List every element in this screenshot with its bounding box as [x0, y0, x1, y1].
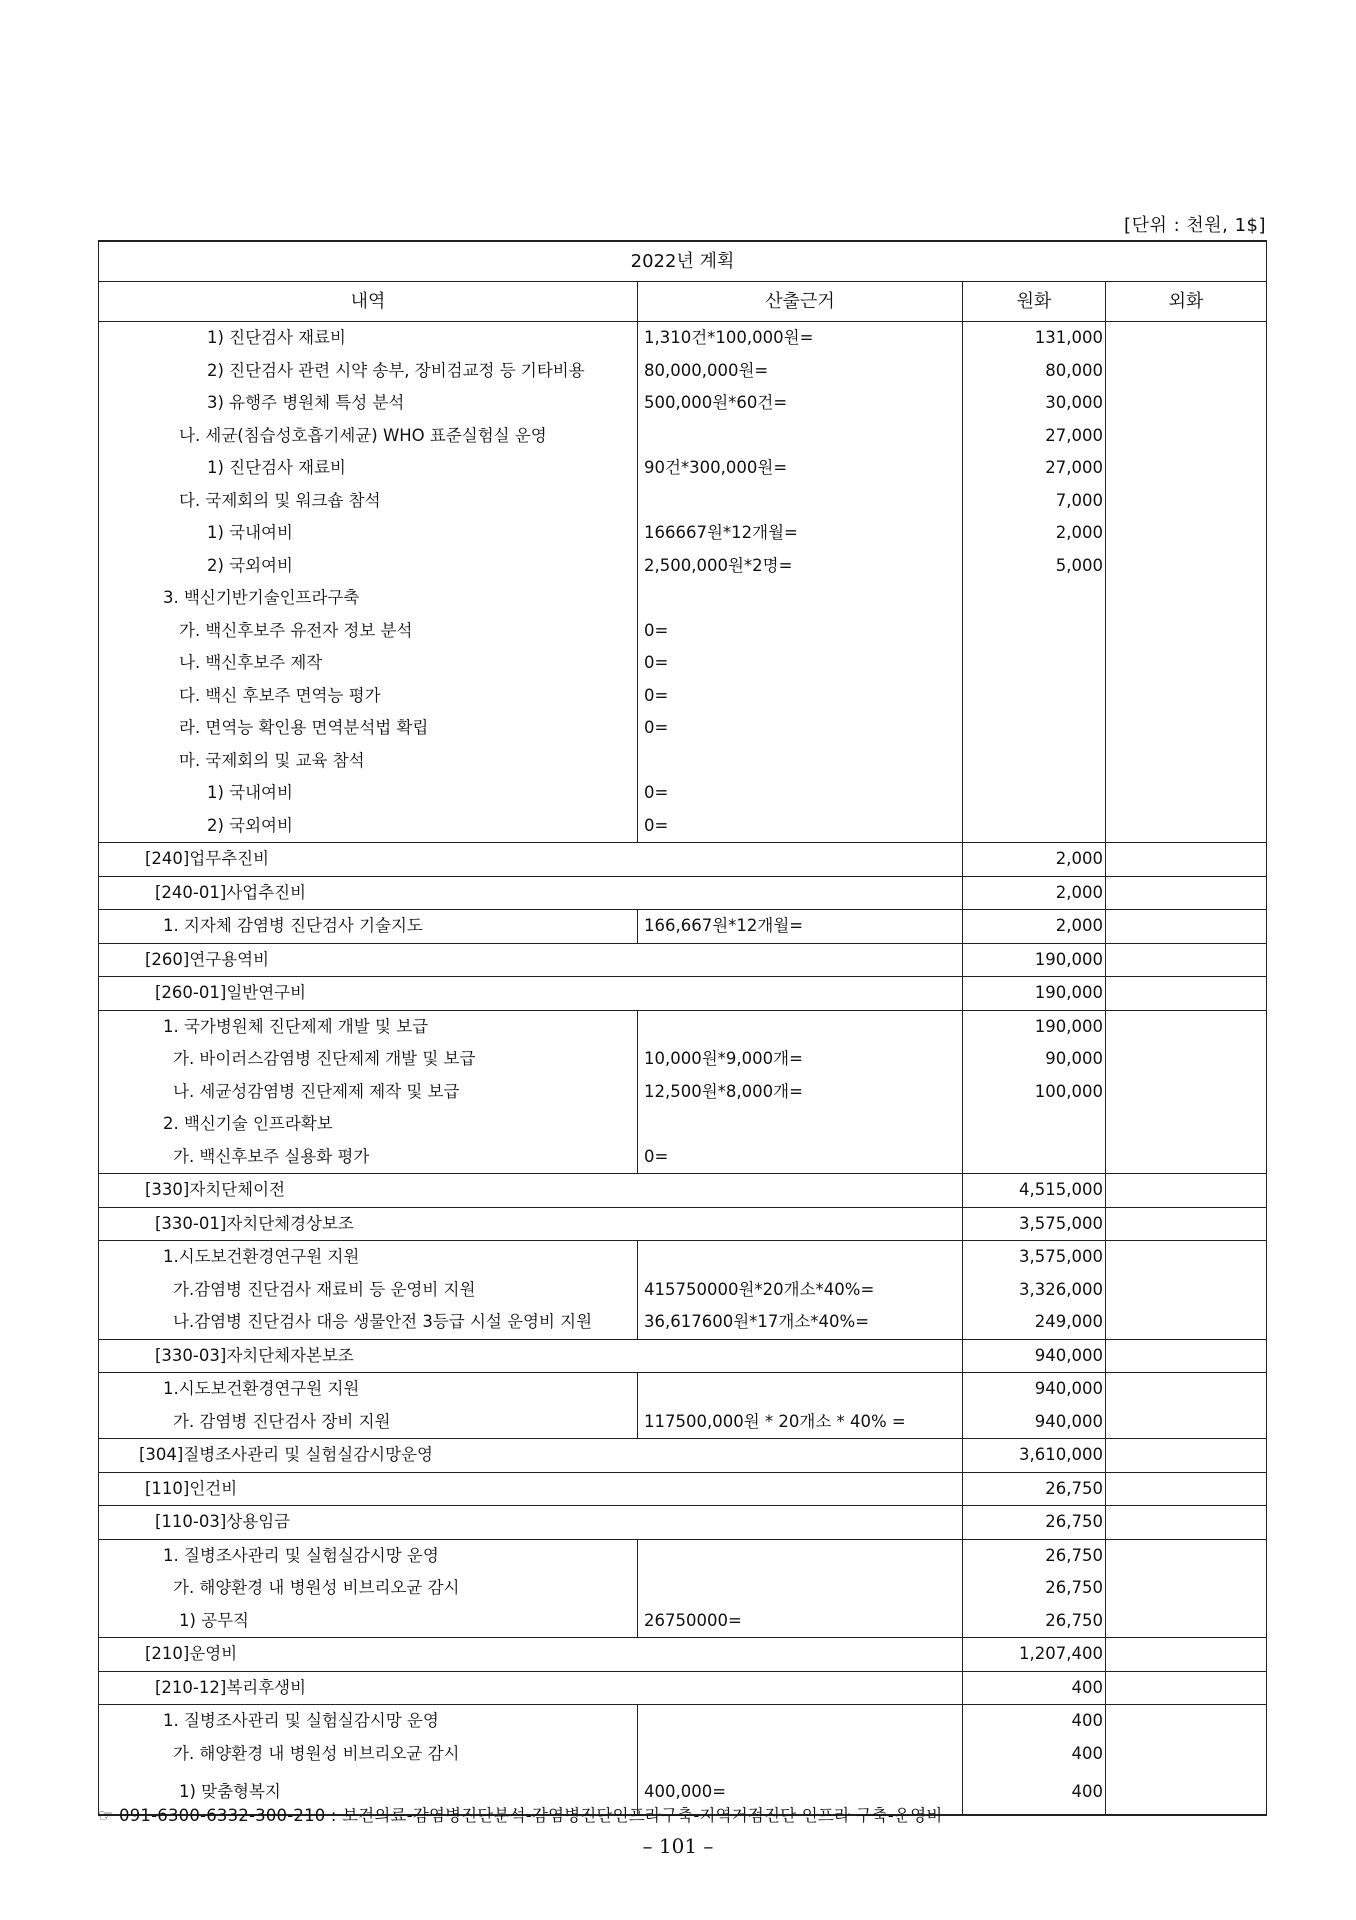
- row-krw: 400: [963, 1705, 1106, 1738]
- row-basis: [638, 420, 963, 453]
- row-krw: [963, 647, 1106, 680]
- row-krw: 3,575,000: [963, 1241, 1106, 1274]
- row-item: 1) 공무직: [99, 1605, 638, 1638]
- row-item: [240]업무추진비: [99, 843, 963, 877]
- row-krw: 2,000: [963, 910, 1106, 944]
- table-row: [99, 1010, 1267, 1043]
- row-basis: 500,000원*60건=: [638, 387, 963, 420]
- row-foreign: [1106, 712, 1267, 745]
- row-foreign: [1106, 1207, 1267, 1241]
- row-item: 1. 질병조사관리 및 실험실감시망 운영: [99, 1705, 638, 1738]
- table-row: [99, 582, 1267, 615]
- row-item: 3. 백신기반기술인프라구축: [99, 582, 638, 615]
- row-item: 1) 맞춤형복지: [99, 1770, 638, 1815]
- row-foreign: [1106, 550, 1267, 583]
- table-row: [99, 1306, 1267, 1339]
- row-item: 1) 진단검사 재료비: [99, 322, 638, 355]
- row-basis: 166,667원*12개월=: [638, 910, 963, 944]
- table-row: [99, 1705, 1267, 1738]
- column-header-row: [99, 282, 1267, 322]
- table-row: [99, 550, 1267, 583]
- row-item: 3) 유행주 병원체 특성 분석: [99, 387, 638, 420]
- row-foreign: [1106, 1506, 1267, 1540]
- row-basis: 0=: [638, 1141, 963, 1174]
- table-row: [99, 810, 1267, 843]
- row-krw: 26,750: [963, 1506, 1106, 1540]
- row-foreign: [1106, 843, 1267, 877]
- row-basis: [638, 1010, 963, 1043]
- row-basis: [638, 1572, 963, 1605]
- row-foreign: [1106, 745, 1267, 778]
- table-row: [99, 647, 1267, 680]
- row-item: 2. 백신기술 인프라확보: [99, 1108, 638, 1141]
- row-krw: 3,326,000: [963, 1274, 1106, 1307]
- col-header-item: 내역: [99, 282, 638, 322]
- row-foreign: [1106, 977, 1267, 1011]
- table-row: [99, 615, 1267, 648]
- row-krw: 249,000: [963, 1306, 1106, 1339]
- row-foreign: [1106, 1108, 1267, 1141]
- row-foreign: [1106, 647, 1267, 680]
- row-foreign: [1106, 1076, 1267, 1109]
- unit-note: [단위 : 천원, 1$]: [1124, 215, 1266, 236]
- row-item: 가. 해양환경 내 병원성 비브리오균 감시: [99, 1572, 638, 1605]
- row-foreign: [1106, 387, 1267, 420]
- row-foreign: [1106, 1306, 1267, 1339]
- row-item: [260-01]일반연구비: [99, 977, 963, 1011]
- row-basis: 1,310건*100,000원=: [638, 322, 963, 355]
- table-row: [99, 1605, 1267, 1638]
- row-item: 가. 백신후보주 실용화 평가: [99, 1141, 638, 1174]
- row-basis: 10,000원*9,000개=: [638, 1043, 963, 1076]
- row-krw: 400: [963, 1770, 1106, 1815]
- row-krw: 30,000: [963, 387, 1106, 420]
- table-row: [99, 1439, 1267, 1473]
- table-row: [99, 680, 1267, 713]
- row-item: 나. 백신후보주 제작: [99, 647, 638, 680]
- row-basis: 166667원*12개월=: [638, 517, 963, 550]
- row-item: 가. 해양환경 내 병원성 비브리오균 감시: [99, 1738, 638, 1771]
- row-basis: [638, 485, 963, 518]
- row-krw: [963, 1141, 1106, 1174]
- row-krw: 90,000: [963, 1043, 1106, 1076]
- row-basis: 117500,000원 * 20개소 * 40% =: [638, 1406, 963, 1439]
- plan-title-row: [99, 241, 1267, 282]
- row-basis: 415750000원*20개소*40%=: [638, 1274, 963, 1307]
- row-krw: 80,000: [963, 355, 1106, 388]
- row-item: 다. 국제회의 및 워크숍 참석: [99, 485, 638, 518]
- row-foreign: [1106, 810, 1267, 843]
- row-foreign: [1106, 943, 1267, 977]
- row-krw: 27,000: [963, 452, 1106, 485]
- table-row: [99, 420, 1267, 453]
- row-krw: 26,750: [963, 1472, 1106, 1506]
- row-basis: [638, 745, 963, 778]
- row-krw: [963, 615, 1106, 648]
- row-foreign: [1106, 485, 1267, 518]
- table-row: [99, 1108, 1267, 1141]
- table-row: [99, 322, 1267, 355]
- row-item: 가. 감염병 진단검사 장비 지원: [99, 1406, 638, 1439]
- table-row: [99, 485, 1267, 518]
- row-foreign: [1106, 582, 1267, 615]
- table-row: [99, 745, 1267, 778]
- row-krw: [963, 582, 1106, 615]
- row-basis: 2,500,000원*2명=: [638, 550, 963, 583]
- row-basis: 0=: [638, 615, 963, 648]
- budget-table: [98, 240, 1267, 1816]
- row-krw: 190,000: [963, 943, 1106, 977]
- row-foreign: [1106, 1010, 1267, 1043]
- table-row: [99, 387, 1267, 420]
- row-krw: 131,000: [963, 322, 1106, 355]
- row-foreign: [1106, 680, 1267, 713]
- table-row: [99, 1241, 1267, 1274]
- row-krw: 3,575,000: [963, 1207, 1106, 1241]
- row-foreign: [1106, 1373, 1267, 1406]
- table-row: [99, 1406, 1267, 1439]
- row-item: 가.감염병 진단검사 재료비 등 운영비 지원: [99, 1274, 638, 1307]
- row-krw: [963, 680, 1106, 713]
- row-item: 1. 지자체 감염병 진단검사 기술지도: [99, 910, 638, 944]
- row-foreign: [1106, 1174, 1267, 1208]
- row-krw: [963, 777, 1106, 810]
- row-foreign: [1106, 1638, 1267, 1672]
- row-foreign: [1106, 910, 1267, 944]
- row-item: 1. 질병조사관리 및 실험실감시망 운영: [99, 1539, 638, 1572]
- col-header-foreign: 외화: [1106, 282, 1267, 322]
- row-foreign: [1106, 1705, 1267, 1738]
- row-item: 1.시도보건환경연구원 지원: [99, 1241, 638, 1274]
- table-row: [99, 1207, 1267, 1241]
- row-basis: [638, 1108, 963, 1141]
- row-basis: 26750000=: [638, 1605, 963, 1638]
- row-krw: 190,000: [963, 1010, 1106, 1043]
- row-item: 다. 백신 후보주 면역능 평가: [99, 680, 638, 713]
- row-foreign: [1106, 1671, 1267, 1705]
- row-basis: 0=: [638, 647, 963, 680]
- row-krw: 2,000: [963, 843, 1106, 877]
- table-row: [99, 1373, 1267, 1406]
- table-row: [99, 1076, 1267, 1109]
- plan-title: 2022년 계획: [99, 241, 1267, 282]
- table-row: [99, 1174, 1267, 1208]
- row-krw: 400: [963, 1738, 1106, 1771]
- table-row: [99, 910, 1267, 944]
- row-basis: 90건*300,000원=: [638, 452, 963, 485]
- row-foreign: [1106, 355, 1267, 388]
- row-basis: [638, 1539, 963, 1572]
- col-header-basis: 산출근거: [638, 282, 963, 322]
- row-item: 1. 국가병원체 진단제제 개발 및 보급: [99, 1010, 638, 1043]
- row-krw: 26,750: [963, 1572, 1106, 1605]
- row-krw: 1,207,400: [963, 1638, 1106, 1672]
- row-item: 가. 백신후보주 유전자 정보 분석: [99, 615, 638, 648]
- row-krw: 940,000: [963, 1373, 1106, 1406]
- row-basis: 0=: [638, 810, 963, 843]
- table-row: [99, 843, 1267, 877]
- row-item: 마. 국제회의 및 교육 참석: [99, 745, 638, 778]
- row-krw: 2,000: [963, 876, 1106, 910]
- row-item: [260]연구용역비: [99, 943, 963, 977]
- row-foreign: [1106, 1406, 1267, 1439]
- table-row: [99, 517, 1267, 550]
- row-basis: 0=: [638, 680, 963, 713]
- row-basis: 400,000=: [638, 1770, 963, 1815]
- table-row: [99, 1572, 1267, 1605]
- table-row: [99, 1738, 1267, 1771]
- table-row: [99, 1339, 1267, 1373]
- row-foreign: [1106, 876, 1267, 910]
- table-row: [99, 355, 1267, 388]
- row-foreign: [1106, 1770, 1267, 1815]
- row-foreign: [1106, 322, 1267, 355]
- row-item: [210]운영비: [99, 1638, 963, 1672]
- table-row: [99, 1638, 1267, 1672]
- row-item: [304]질병조사관리 및 실험실감시망운영: [99, 1439, 963, 1473]
- row-krw: [963, 1108, 1106, 1141]
- row-krw: 27,000: [963, 420, 1106, 453]
- row-item: 나. 세균(침습성호흡기세균) WHO 표준실험실 운영: [99, 420, 638, 453]
- row-item: 나.감염병 진단검사 대응 생물안전 3등급 시설 운영비 지원: [99, 1306, 638, 1339]
- row-basis: 0=: [638, 777, 963, 810]
- table-row: [99, 977, 1267, 1011]
- row-foreign: [1106, 517, 1267, 550]
- row-foreign: [1106, 1274, 1267, 1307]
- row-basis: 12,500원*8,000개=: [638, 1076, 963, 1109]
- table-row: [99, 1141, 1267, 1174]
- row-item: 1) 국내여비: [99, 517, 638, 550]
- row-basis: 36,617600원*17개소*40%=: [638, 1306, 963, 1339]
- row-item: [110]인건비: [99, 1472, 963, 1506]
- row-krw: [963, 810, 1106, 843]
- row-item: [330-01]자치단체경상보조: [99, 1207, 963, 1241]
- row-foreign: [1106, 1043, 1267, 1076]
- row-item: 1) 국내여비: [99, 777, 638, 810]
- row-krw: [963, 745, 1106, 778]
- col-header-krw: 원화: [963, 282, 1106, 322]
- table-row: [99, 1671, 1267, 1705]
- row-krw: 100,000: [963, 1076, 1106, 1109]
- row-item: 2) 국외여비: [99, 810, 638, 843]
- row-basis: 0=: [638, 712, 963, 745]
- table-row: [99, 943, 1267, 977]
- row-foreign: [1106, 1738, 1267, 1771]
- table-row: [99, 777, 1267, 810]
- page-number: – 101 –: [642, 1834, 714, 1858]
- row-foreign: [1106, 420, 1267, 453]
- row-basis: [638, 1241, 963, 1274]
- row-krw: 940,000: [963, 1406, 1106, 1439]
- row-foreign: [1106, 1572, 1267, 1605]
- row-item: [110-03]상용임금: [99, 1506, 963, 1540]
- row-krw: 190,000: [963, 977, 1106, 1011]
- row-item: 1) 진단검사 재료비: [99, 452, 638, 485]
- row-foreign: [1106, 1472, 1267, 1506]
- row-item: 나. 세균성감염병 진단제제 제작 및 보급: [99, 1076, 638, 1109]
- row-item: 가. 바이러스감염병 진단제제 개발 및 보급: [99, 1043, 638, 1076]
- pointing-hand-icon: ☞: [98, 1806, 113, 1825]
- footer-code-text: 091-6300-6332-300-210 : 보건의료-감염병진단분석-감염병진단인프라구축-지역거점진단 인프라 구축-운영비: [119, 1806, 943, 1825]
- footer-note: [98, 1802, 943, 1826]
- row-foreign: [1106, 777, 1267, 810]
- table-row: [99, 1506, 1267, 1540]
- row-item: [240-01]사업추진비: [99, 876, 963, 910]
- row-foreign: [1106, 452, 1267, 485]
- row-basis: [638, 1373, 963, 1406]
- table-body: [99, 322, 1267, 1816]
- row-item: 2) 국외여비: [99, 550, 638, 583]
- row-foreign: [1106, 1241, 1267, 1274]
- row-krw: 3,610,000: [963, 1439, 1106, 1473]
- row-item: [210-12]복리후생비: [99, 1671, 963, 1705]
- table-row: [99, 712, 1267, 745]
- table-row: [99, 1043, 1267, 1076]
- row-item: 1.시도보건환경연구원 지원: [99, 1373, 638, 1406]
- table-row: [99, 1472, 1267, 1506]
- row-krw: 5,000: [963, 550, 1106, 583]
- row-foreign: [1106, 1539, 1267, 1572]
- row-foreign: [1106, 1439, 1267, 1473]
- row-basis: [638, 1738, 963, 1771]
- row-item: [330]자치단체이전: [99, 1174, 963, 1208]
- row-foreign: [1106, 1605, 1267, 1638]
- table-row: [99, 1539, 1267, 1572]
- table-row: [99, 876, 1267, 910]
- row-basis: [638, 1705, 963, 1738]
- row-krw: 400: [963, 1671, 1106, 1705]
- row-item: 2) 진단검사 관련 시약 송부, 장비검교정 등 기타비용: [99, 355, 638, 388]
- row-krw: 940,000: [963, 1339, 1106, 1373]
- row-krw: 2,000: [963, 517, 1106, 550]
- row-item: 라. 면역능 확인용 면역분석법 확립: [99, 712, 638, 745]
- row-foreign: [1106, 615, 1267, 648]
- row-krw: 26,750: [963, 1539, 1106, 1572]
- row-item: [330-03]자치단체자본보조: [99, 1339, 963, 1373]
- row-krw: [963, 712, 1106, 745]
- row-foreign: [1106, 1141, 1267, 1174]
- row-krw: 26,750: [963, 1605, 1106, 1638]
- table-row: [99, 452, 1267, 485]
- table-row: [99, 1274, 1267, 1307]
- row-foreign: [1106, 1339, 1267, 1373]
- row-krw: 7,000: [963, 485, 1106, 518]
- row-basis: 80,000,000원=: [638, 355, 963, 388]
- row-basis: [638, 582, 963, 615]
- row-krw: 4,515,000: [963, 1174, 1106, 1208]
